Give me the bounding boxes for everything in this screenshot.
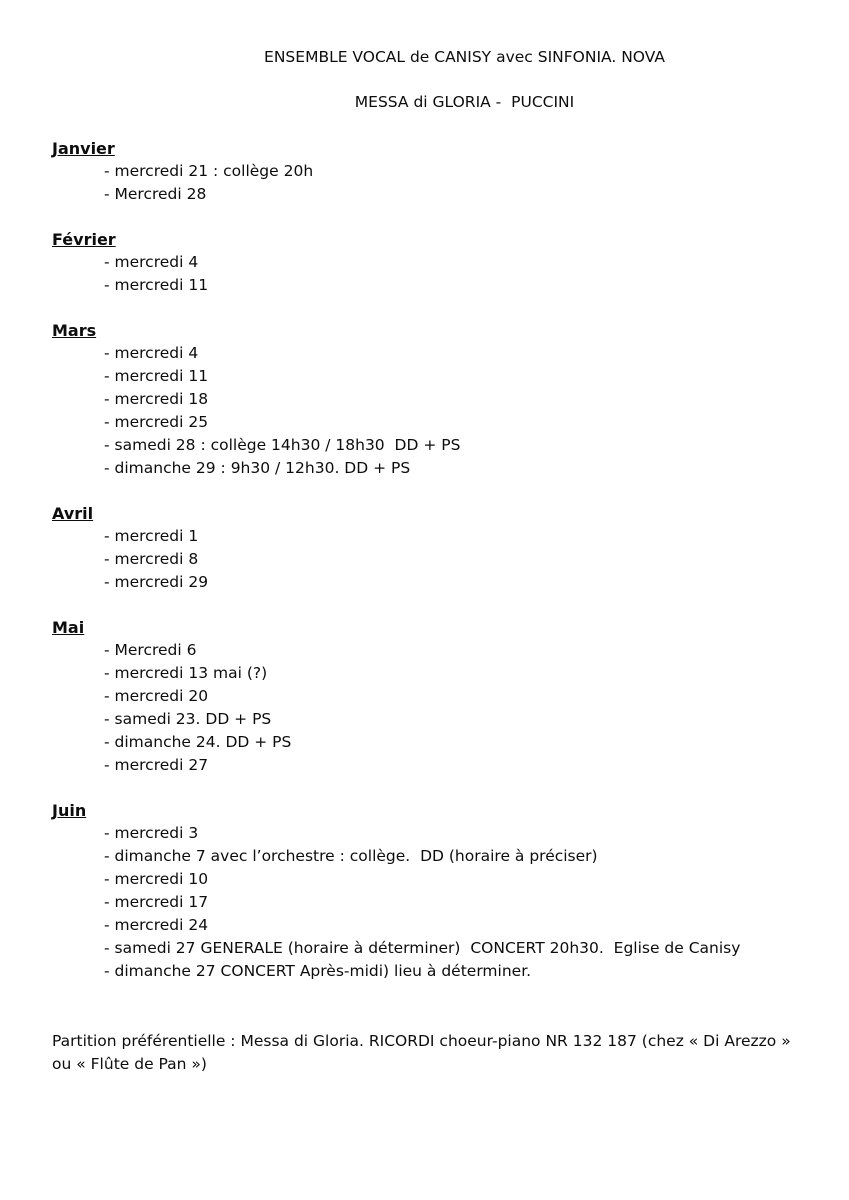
event-item: - mercredi 4 — [104, 253, 199, 271]
event-item: - mercredi 13 mai (?) — [104, 664, 268, 682]
event-item: - samedi 27 GENERALE (horaire à déterminer) CONCERT 20h30. Eglise de Canisy — [104, 939, 741, 957]
event-item: - dimanche 7 avec l’orchestre : collège. DD (horaire à préciser) — [104, 847, 598, 865]
event-item: - mercredi 29 — [104, 573, 209, 591]
event-item: - Mercredi 28 — [104, 185, 207, 203]
event-item: - dimanche 24. DD + PS — [104, 733, 292, 751]
event-item: - mercredi 8 — [104, 550, 199, 568]
document-header — [52, 46, 797, 114]
event-item: - mercredi 11 — [104, 367, 209, 385]
month-section-mai — [52, 616, 797, 777]
document-title: ENSEMBLE VOCAL de CANISY avec SINFONIA. NOVA — [264, 48, 665, 66]
month-heading: Avril — [52, 504, 94, 523]
document-subtitle: MESSA di GLORIA - PUCCINI — [354, 93, 575, 111]
event-item: - mercredi 1 — [104, 527, 199, 545]
month-section-avril — [52, 502, 797, 594]
event-list — [52, 822, 797, 983]
event-item: - mercredi 17 — [104, 893, 209, 911]
month-section-juin — [52, 799, 797, 983]
event-item: - Mercredi 6 — [104, 641, 197, 659]
event-item: - mercredi 20 — [104, 687, 209, 705]
document-footer — [52, 1030, 797, 1076]
event-list — [52, 342, 797, 480]
event-item: - dimanche 29 : 9h30 / 12h30. DD + PS — [104, 459, 411, 477]
month-section-janvier — [52, 137, 797, 206]
rehearsal-schedule — [52, 137, 797, 983]
month-heading: Janvier — [52, 139, 115, 158]
event-item: - samedi 28 : collège 14h30 / 18h30 DD + PS — [104, 436, 461, 454]
event-list — [52, 525, 797, 594]
event-list — [52, 251, 797, 297]
partition-note: Partition préférentielle : Messa di Gloria. RICORDI choeur-piano NR 132 187 (chez « Di Arezzo » ou « Flûte de Pan ») — [52, 1032, 796, 1073]
month-heading: Février — [52, 230, 116, 249]
event-item: - mercredi 25 — [104, 413, 209, 431]
event-list — [52, 160, 797, 206]
event-item: - samedi 23. DD + PS — [104, 710, 272, 728]
event-item: - mercredi 27 — [104, 756, 209, 774]
month-section-mars — [52, 319, 797, 480]
event-item: - mercredi 21 : collège 20h — [104, 162, 314, 180]
event-item: - mercredi 18 — [104, 390, 209, 408]
month-heading: Mars — [52, 321, 97, 340]
event-item: - mercredi 3 — [104, 824, 199, 842]
event-list — [52, 639, 797, 777]
event-item: - mercredi 4 — [104, 344, 199, 362]
event-item: - mercredi 24 — [104, 916, 209, 934]
event-item: - mercredi 10 — [104, 870, 209, 888]
month-section-février — [52, 228, 797, 297]
month-heading: Juin — [52, 801, 87, 820]
event-item: - mercredi 11 — [104, 276, 209, 294]
event-item: - dimanche 27 CONCERT Après-midi) lieu à déterminer. — [104, 962, 532, 980]
month-heading: Mai — [52, 618, 85, 637]
